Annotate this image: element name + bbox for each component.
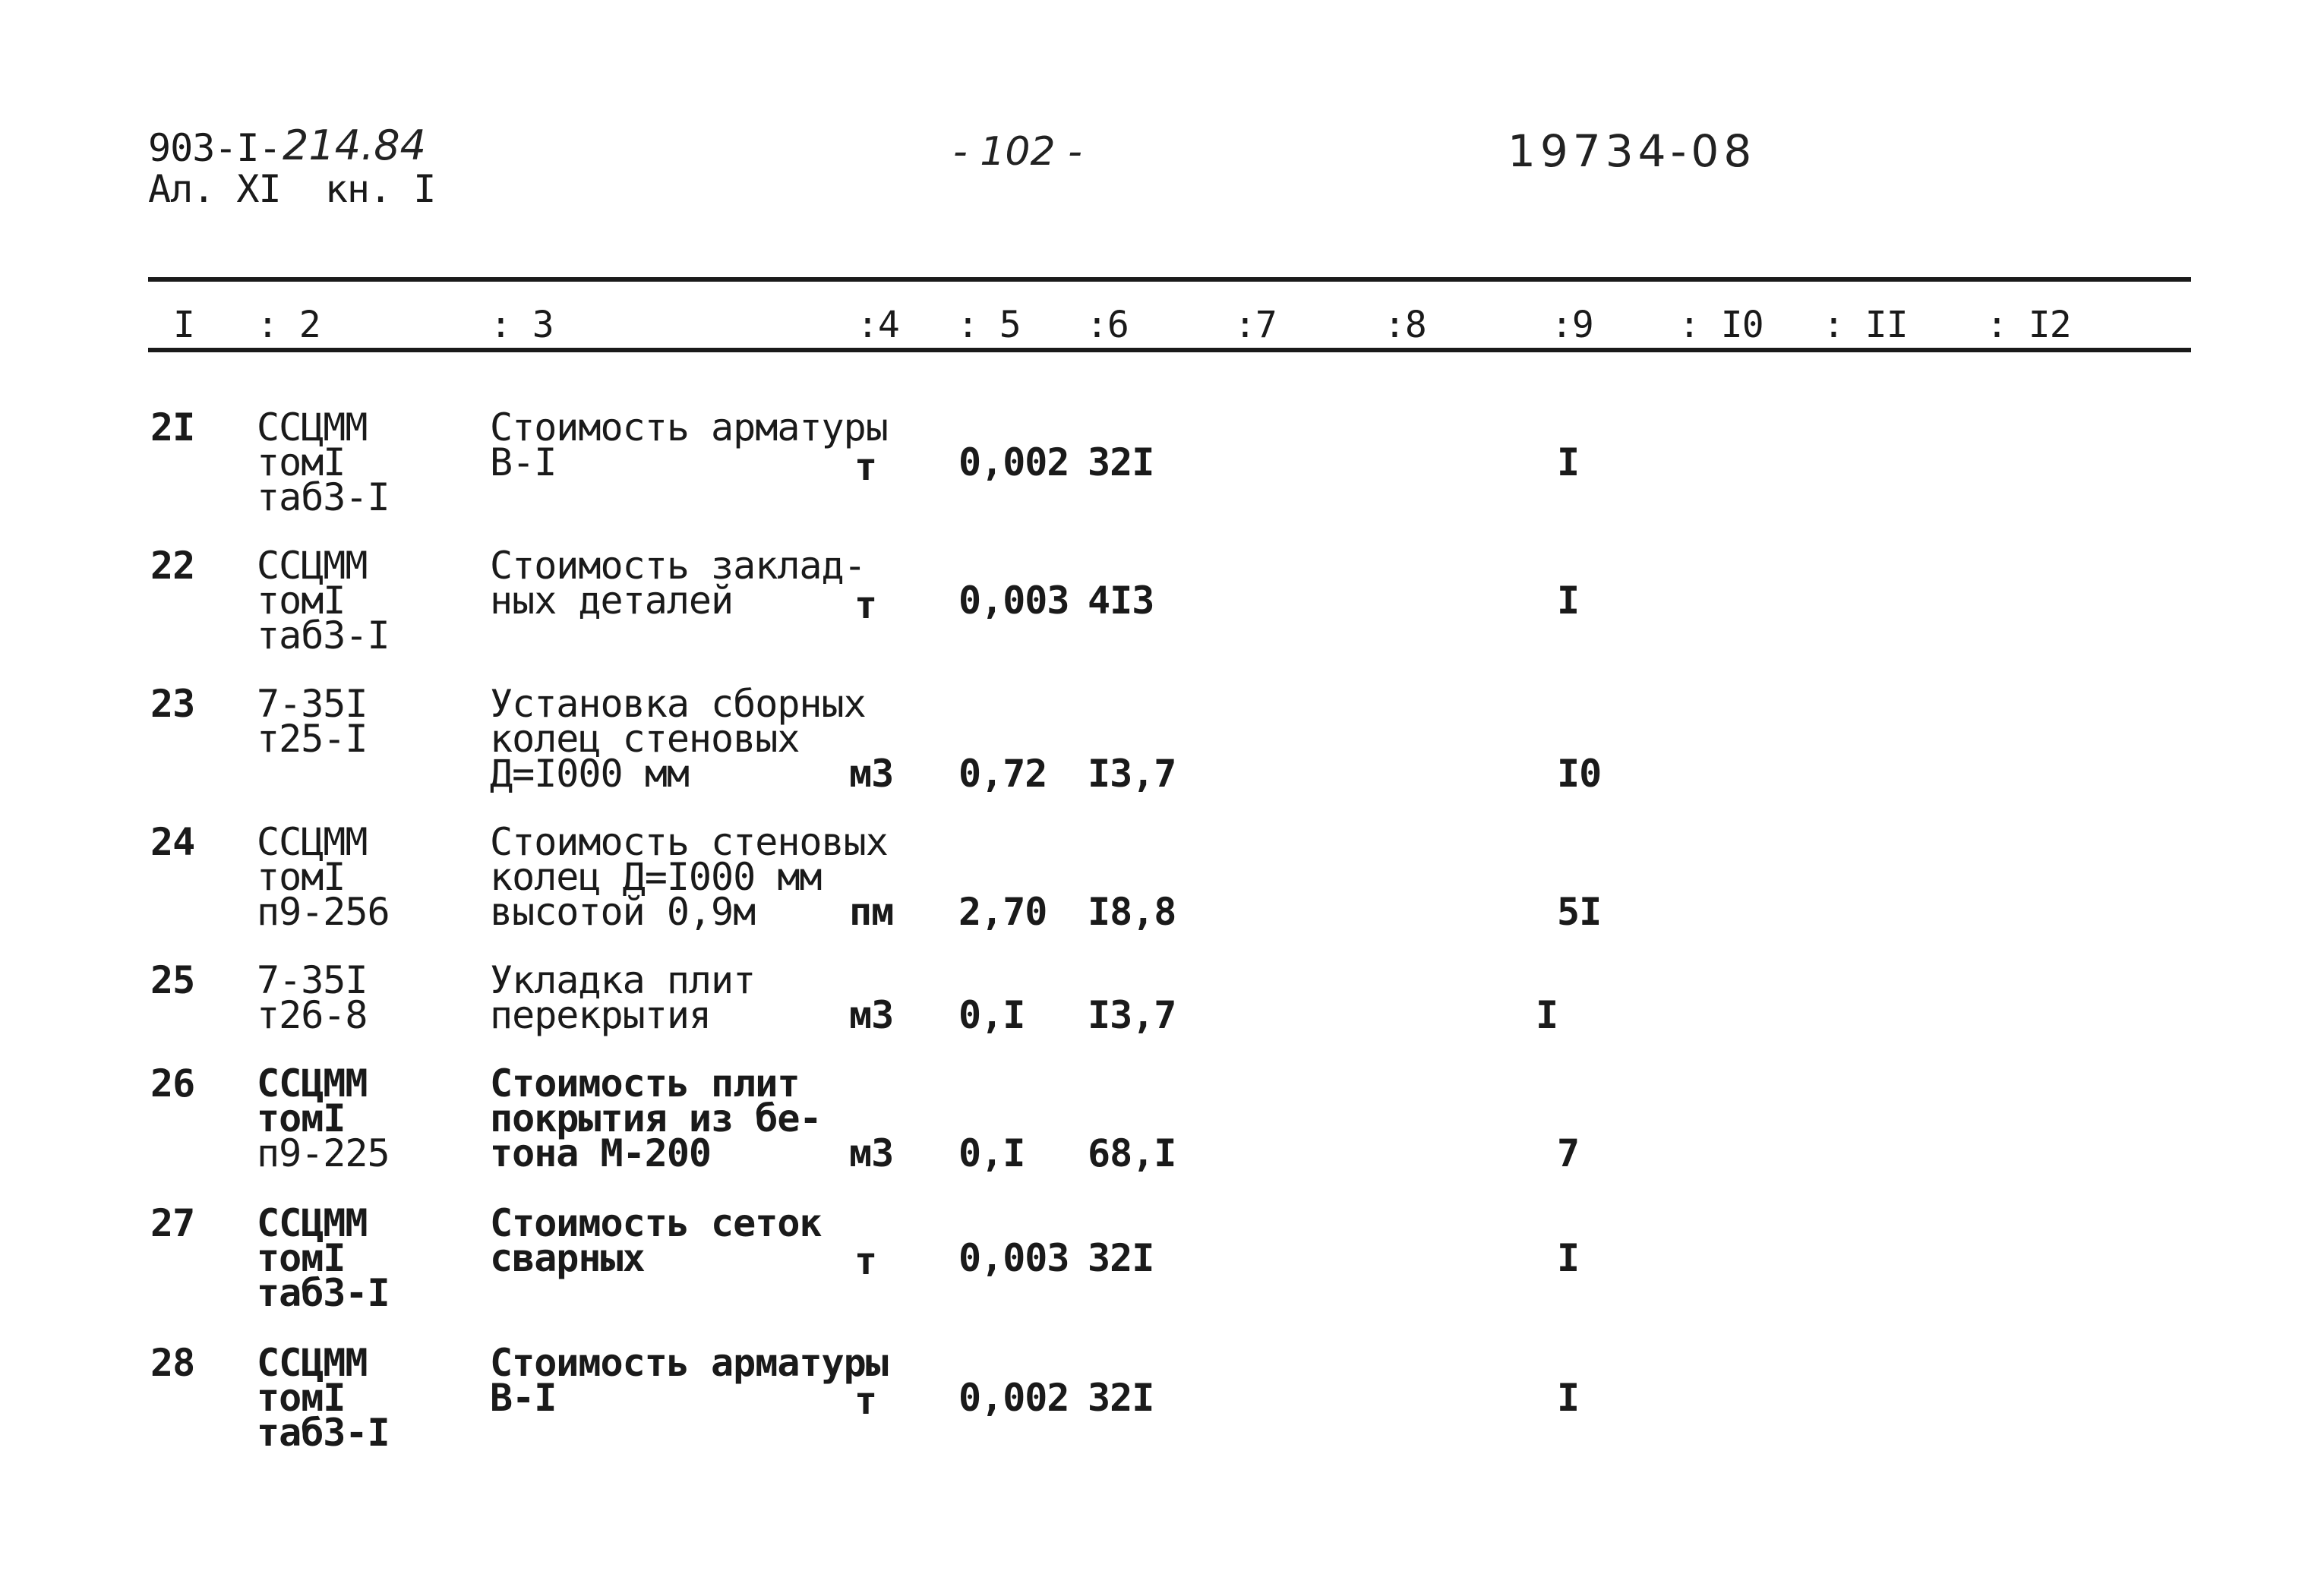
row-col9: I bbox=[1557, 1376, 1580, 1420]
table-top-rule bbox=[148, 277, 2191, 282]
row-price: 4I3 bbox=[1088, 579, 1154, 623]
row-description-line: покрытия из бе- bbox=[490, 1096, 822, 1140]
row-source-line: таб3-I bbox=[257, 613, 390, 658]
row-description-line: перекрытия bbox=[490, 993, 712, 1037]
row-source-line: ССЦММ bbox=[257, 1341, 368, 1385]
row-source-line: п9-225 bbox=[257, 1131, 390, 1175]
row-description-line: Стоимость сеток bbox=[490, 1201, 822, 1245]
column-header: : 2 bbox=[257, 304, 320, 346]
row-source-line: 7-35I bbox=[257, 682, 368, 726]
row-source-line: ССЦММ bbox=[257, 1061, 368, 1106]
row-description-line: ных деталей bbox=[490, 579, 734, 623]
row-quantity: 0,I bbox=[958, 1131, 1025, 1175]
inventory-number: 19734-08 bbox=[1508, 125, 1757, 177]
row-source-line: томI bbox=[257, 440, 346, 484]
row-price: I8,8 bbox=[1088, 890, 1176, 934]
row-description-line: Стоимость арматуры bbox=[490, 1341, 888, 1385]
row-quantity: 2,70 bbox=[958, 890, 1047, 934]
row-description-line: сварных bbox=[490, 1236, 645, 1280]
row-quantity: 0,003 bbox=[958, 579, 1069, 623]
row-source-line: ССЦММ bbox=[257, 405, 368, 449]
row-source-line: ССЦММ bbox=[257, 1201, 368, 1245]
row-number: 23 bbox=[150, 682, 195, 726]
row-source-line: томI bbox=[257, 1376, 346, 1420]
row-quantity: 0,I bbox=[958, 993, 1025, 1037]
row-unit: т bbox=[854, 583, 877, 627]
row-description-line: В-I bbox=[490, 1376, 557, 1420]
column-header: :6 bbox=[1086, 304, 1129, 346]
column-header: :8 bbox=[1384, 304, 1426, 346]
column-header: : I2 bbox=[1986, 304, 2071, 346]
row-description-line: Стоимость плит bbox=[490, 1061, 800, 1106]
row-col9: 7 bbox=[1557, 1131, 1580, 1175]
row-description-line: колец Д=I000 мм bbox=[490, 855, 822, 899]
column-header: :7 bbox=[1234, 304, 1277, 346]
column-header: : II bbox=[1823, 304, 1908, 346]
row-number: 22 bbox=[150, 544, 195, 588]
row-source-line: томI bbox=[257, 1236, 346, 1280]
row-price: I3,7 bbox=[1088, 752, 1176, 796]
row-description-line: тона М-200 bbox=[490, 1131, 712, 1175]
doc-code-typed: 903-I- bbox=[148, 126, 281, 170]
column-header: : I0 bbox=[1678, 304, 1764, 346]
row-number: 25 bbox=[150, 958, 195, 1002]
row-col9: I bbox=[1557, 1236, 1580, 1280]
row-unit: т bbox=[854, 445, 877, 489]
row-description-line: Установка сборных bbox=[490, 682, 866, 726]
row-source-line: т25-I bbox=[257, 717, 368, 761]
column-header: : 3 bbox=[490, 304, 554, 346]
album-line: Ал. XI кн. I bbox=[148, 167, 436, 211]
row-col9: I bbox=[1557, 440, 1580, 484]
column-header: :4 bbox=[857, 304, 899, 346]
row-description-line: Стоимость арматуры bbox=[490, 405, 888, 449]
row-source-line: 7-35I bbox=[257, 958, 368, 1002]
row-source-line: таб3-I bbox=[257, 1271, 390, 1315]
row-source-line: ССЦММ bbox=[257, 820, 368, 864]
column-header: I bbox=[173, 304, 194, 346]
row-quantity: 0,72 bbox=[958, 752, 1047, 796]
row-col9: I bbox=[1536, 993, 1558, 1037]
row-description-line: Стоимость стеновых bbox=[490, 820, 888, 864]
row-description-line: Укладка плит bbox=[490, 958, 756, 1002]
column-header: : 5 bbox=[957, 304, 1021, 346]
row-source-line: томI bbox=[257, 579, 346, 623]
row-price: 32I bbox=[1088, 1376, 1154, 1420]
row-number: 27 bbox=[150, 1201, 195, 1245]
row-price: 32I bbox=[1088, 1236, 1154, 1280]
row-source-line: т26-8 bbox=[257, 993, 368, 1037]
row-description-line: колец стеновых bbox=[490, 717, 800, 761]
row-description-line: В-I bbox=[490, 440, 557, 484]
row-unit: м3 bbox=[849, 1131, 894, 1175]
column-header: :9 bbox=[1551, 304, 1593, 346]
row-number: 24 bbox=[150, 820, 195, 864]
row-description-line: Стоимость заклад- bbox=[490, 544, 866, 588]
row-price: 32I bbox=[1088, 440, 1154, 484]
row-unit: м3 bbox=[849, 993, 894, 1037]
row-source-line: п9-256 bbox=[257, 890, 390, 934]
row-source-line: ССЦММ bbox=[257, 544, 368, 588]
row-source-line: таб3-I bbox=[257, 475, 390, 519]
row-number: 28 bbox=[150, 1341, 195, 1385]
row-unit: м3 bbox=[849, 752, 894, 796]
row-source-line: таб3-I bbox=[257, 1411, 390, 1455]
row-price: I3,7 bbox=[1088, 993, 1176, 1037]
row-quantity: 0,002 bbox=[958, 440, 1069, 484]
row-number: 2I bbox=[150, 405, 195, 449]
row-number: 26 bbox=[150, 1061, 195, 1106]
row-description-line: высотой 0,9м bbox=[490, 890, 756, 934]
row-quantity: 0,002 bbox=[958, 1376, 1069, 1420]
doc-code-handwritten: 214.84 bbox=[283, 121, 426, 169]
table-header-rule bbox=[148, 348, 2191, 352]
row-unit: т bbox=[854, 1239, 877, 1283]
row-unit: т bbox=[854, 1379, 877, 1423]
row-col9: I0 bbox=[1557, 752, 1602, 796]
row-description-line: Д=I000 мм bbox=[490, 752, 689, 796]
row-quantity: 0,003 bbox=[958, 1236, 1069, 1280]
row-col9: 5I bbox=[1557, 890, 1602, 934]
row-col9: I bbox=[1557, 579, 1580, 623]
row-source-line: томI bbox=[257, 1096, 346, 1140]
row-source-line: томI bbox=[257, 855, 346, 899]
row-unit: пм bbox=[849, 890, 894, 934]
row-price: 68,I bbox=[1088, 1131, 1176, 1175]
page-number: - 102 - bbox=[953, 129, 1082, 175]
